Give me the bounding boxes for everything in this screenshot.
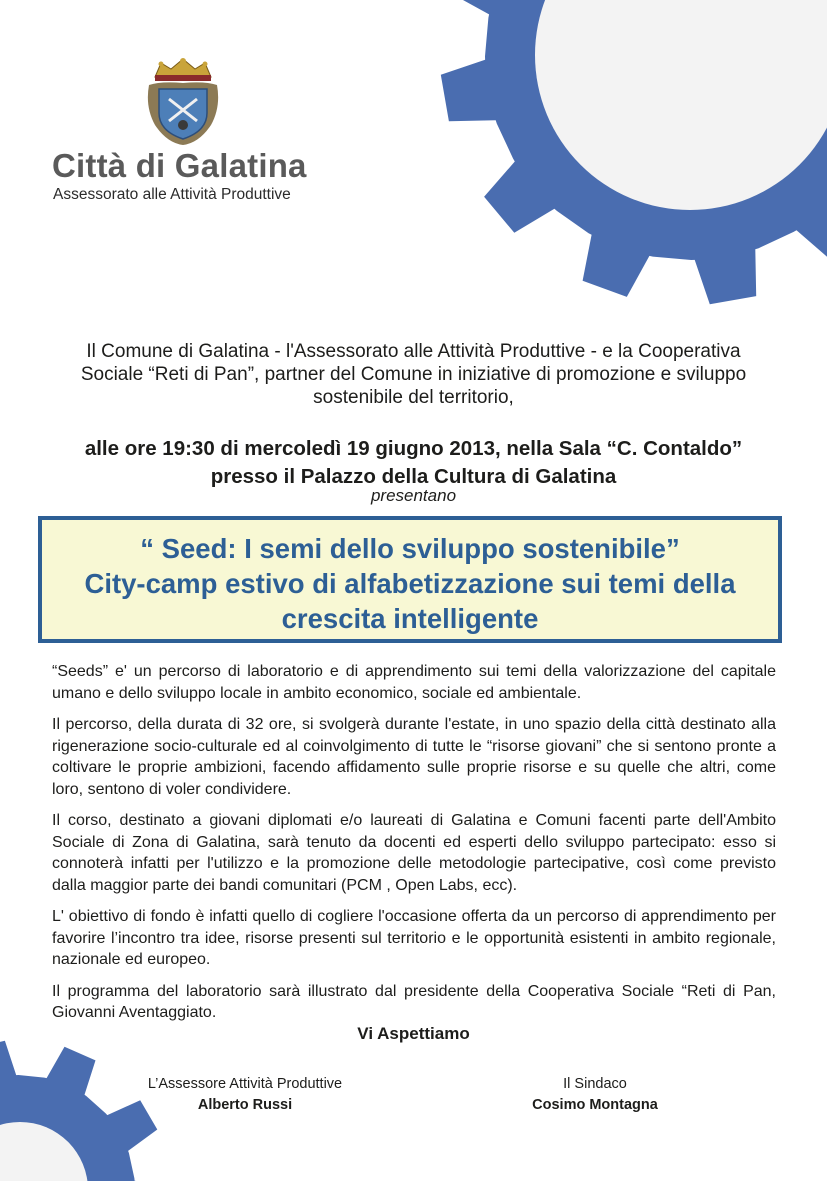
title-line: crescita intelligente <box>281 603 539 634</box>
signature-name: Alberto Russi <box>197 1097 293 1113</box>
closing-line: Vi Aspettiamo <box>357 1024 470 1043</box>
intro-line: sostenibile del territorio, <box>313 387 514 408</box>
event-details <box>30 435 797 491</box>
signature-sindaco <box>470 1074 720 1116</box>
city-name: Città di Galatina <box>52 147 307 184</box>
body-paragraph: L' obiettivo di fondo è infatti quello di cogliere l'occasione offerta da un percorso di apprendimento per favorire l’incontro tra idee, risorse presenti sul territorio e le opportunità esistenti in ambito regionale, nazionale ed europeo. <box>52 908 776 968</box>
event-datetime: alle ore 19:30 di mercoledì 19 giugno 2013, nella Sala “C. Contaldo” <box>84 437 743 460</box>
intro-line: Sociale “Reti di Pan”, partner del Comune in iniziative di promozione e sviluppo <box>80 364 747 385</box>
body-text <box>52 661 776 1034</box>
signature-assessore <box>125 1074 365 1116</box>
body-paragraph: Il programma del laboratorio sarà illustrato dal presidente della Cooperativa Sociale “Reti di Pan, Giovanni Aventaggiato. <box>52 982 776 1021</box>
intro-paragraph <box>40 340 787 409</box>
body-paragraph: Il percorso, della durata di 32 ore, si svolgerà durante l'estate, in uno spazio della città destinato alla rigenerazione socio-culturale ed al coinvolgimento di tutte le “risorse giovani” che si sentono pronte a coltivare le proprie ambizioni, facendo affidamento sulle proprie risorse e su quelle che altri, come loro, sentono di voler condividere. <box>52 716 776 798</box>
signature-role: L’Assessore Attività Produttive <box>147 1076 343 1092</box>
signature-role: Il Sindaco <box>563 1076 627 1092</box>
event-title-box <box>38 516 782 643</box>
event-presents: presentano <box>370 486 457 505</box>
body-paragraph: Il corso, destinato a giovani diplomati e/o laureati di Galatina e Comuni facenti parte dell'Ambito Sociale di Zona di Galatina, sarà tenuto da docenti ed esperti dello sviluppo partecipato: esso si connoterà infatti per l'utilizzo e la promozione delle metodologie partecipative, così come previsto dalla maggior parte dei bandi comunitari (PCM , Open Labs, ecc). <box>52 812 776 894</box>
coat-of-arms-icon <box>145 55 221 147</box>
event-location: presso il Palazzo della Cultura di Galatina <box>210 465 617 488</box>
intro-line: Il Comune di Galatina - l'Assessorato alle Attività Produttive - e la Cooperativa <box>86 341 741 362</box>
gear-decoration-top-icon <box>380 0 827 310</box>
body-paragraph: “Seeds” e' un percorso di laboratorio e di apprendimento sui temi della valorizzazione del capitale umano e dello sviluppo locale in ambito economico, sociale ed ambientale. <box>52 663 776 702</box>
signature-name: Cosimo Montagna <box>532 1097 658 1113</box>
office-name: Assessorato alle Attività Produttive <box>53 186 291 203</box>
title-line: “ Seed: I semi dello sviluppo sostenibile” <box>140 533 680 564</box>
title-line: City-camp estivo di alfabetizzazione sui temi della <box>84 568 736 599</box>
